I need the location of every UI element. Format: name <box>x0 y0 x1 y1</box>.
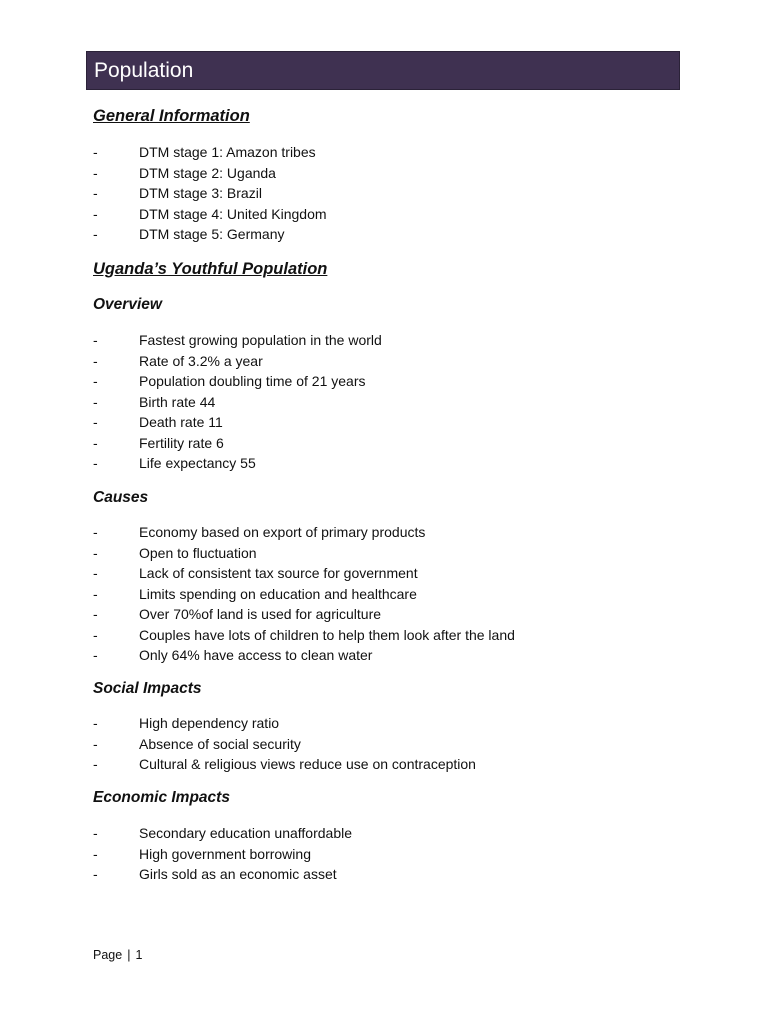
list-item-text: Secondary education unaffordable <box>139 825 353 841</box>
bullet-dash: - <box>93 393 98 410</box>
list-item-text: DTM stage 4: United Kingdom <box>139 205 327 222</box>
bullet-dash: - <box>93 373 98 389</box>
bullet-dash: - <box>93 185 98 201</box>
bullet-dash: - <box>93 735 98 752</box>
bullet-dash: - <box>93 455 98 471</box>
list-item-text: Cultural & religious views reduce use on contraception <box>139 756 476 772</box>
title-bar <box>86 51 680 90</box>
list-item-text: Over 70%of land is used for agriculture <box>139 606 382 622</box>
bullet-dash: - <box>93 205 98 222</box>
list-item-text: Birth rate 44 <box>139 393 216 410</box>
page-separator: | <box>127 948 131 962</box>
list-item-text: High government borrowing <box>139 845 311 862</box>
bullet-dash: - <box>93 144 98 160</box>
list-item-text: DTM stage 2: Uganda <box>139 164 276 181</box>
general-information-heading: General Information <box>93 107 250 125</box>
bullet-dash: - <box>93 647 98 663</box>
list-item-text: Life expectancy 55 <box>139 455 256 471</box>
economic-impacts-heading: Economic Impacts <box>93 789 230 806</box>
list-item-text: Lack of consistent tax source for government <box>139 565 418 581</box>
overview-heading: Overview <box>93 296 162 313</box>
list-item-text: High dependency ratio <box>139 715 280 731</box>
page-footer <box>93 946 142 964</box>
list-item-text: Girls sold as an economic asset <box>139 866 337 882</box>
list-item-text: DTM stage 1: Amazon tribes <box>139 144 316 160</box>
list-item-text: DTM stage 3: Brazil <box>139 185 262 201</box>
bullet-dash: - <box>93 845 98 862</box>
list-item-text: Fastest growing population in the world <box>139 332 382 348</box>
bullet-dash: - <box>93 866 98 882</box>
bullet-dash: - <box>93 332 98 348</box>
bullet-dash: - <box>93 626 98 643</box>
bullet-dash: - <box>93 414 98 430</box>
page-title: Population <box>94 59 194 82</box>
list-item-text: Only 64% have access to clean water <box>139 647 373 663</box>
list-item-text: Limits spending on education and healthcare <box>139 585 417 602</box>
list-item-text: Fertility rate 6 <box>139 434 224 451</box>
bullet-dash: - <box>93 756 98 772</box>
bullet-dash: - <box>93 544 98 561</box>
bullet-dash: - <box>93 524 98 540</box>
list-item-text: DTM stage 5: Germany <box>139 226 285 242</box>
bullet-dash: - <box>93 565 98 581</box>
page-number: 1 <box>135 948 143 962</box>
uganda-heading: Uganda’s Youthful Population <box>93 260 328 278</box>
list-item-text: Rate of 3.2% a year <box>139 352 263 369</box>
list-item-text: Death rate 11 <box>139 414 223 430</box>
list-item-text: Open to fluctuation <box>139 544 257 561</box>
bullet-dash: - <box>93 352 98 369</box>
bullet-dash: - <box>93 226 98 242</box>
causes-heading: Causes <box>93 489 149 506</box>
bullet-dash: - <box>93 434 98 451</box>
bullet-dash: - <box>93 715 98 731</box>
bullet-dash: - <box>93 164 98 181</box>
list-item-text: Population doubling time of 21 years <box>139 373 366 389</box>
bullet-dash: - <box>93 585 98 602</box>
bullet-dash: - <box>93 606 98 622</box>
bullet-dash: - <box>93 825 98 841</box>
list-item-text: Couples have lots of children to help them look after the land <box>139 626 515 643</box>
list-item-text: Economy based on export of primary products <box>139 524 426 540</box>
list-item-text: Absence of social security <box>139 735 301 752</box>
page-label: Page <box>93 948 123 962</box>
social-impacts-heading: Social Impacts <box>93 680 202 697</box>
